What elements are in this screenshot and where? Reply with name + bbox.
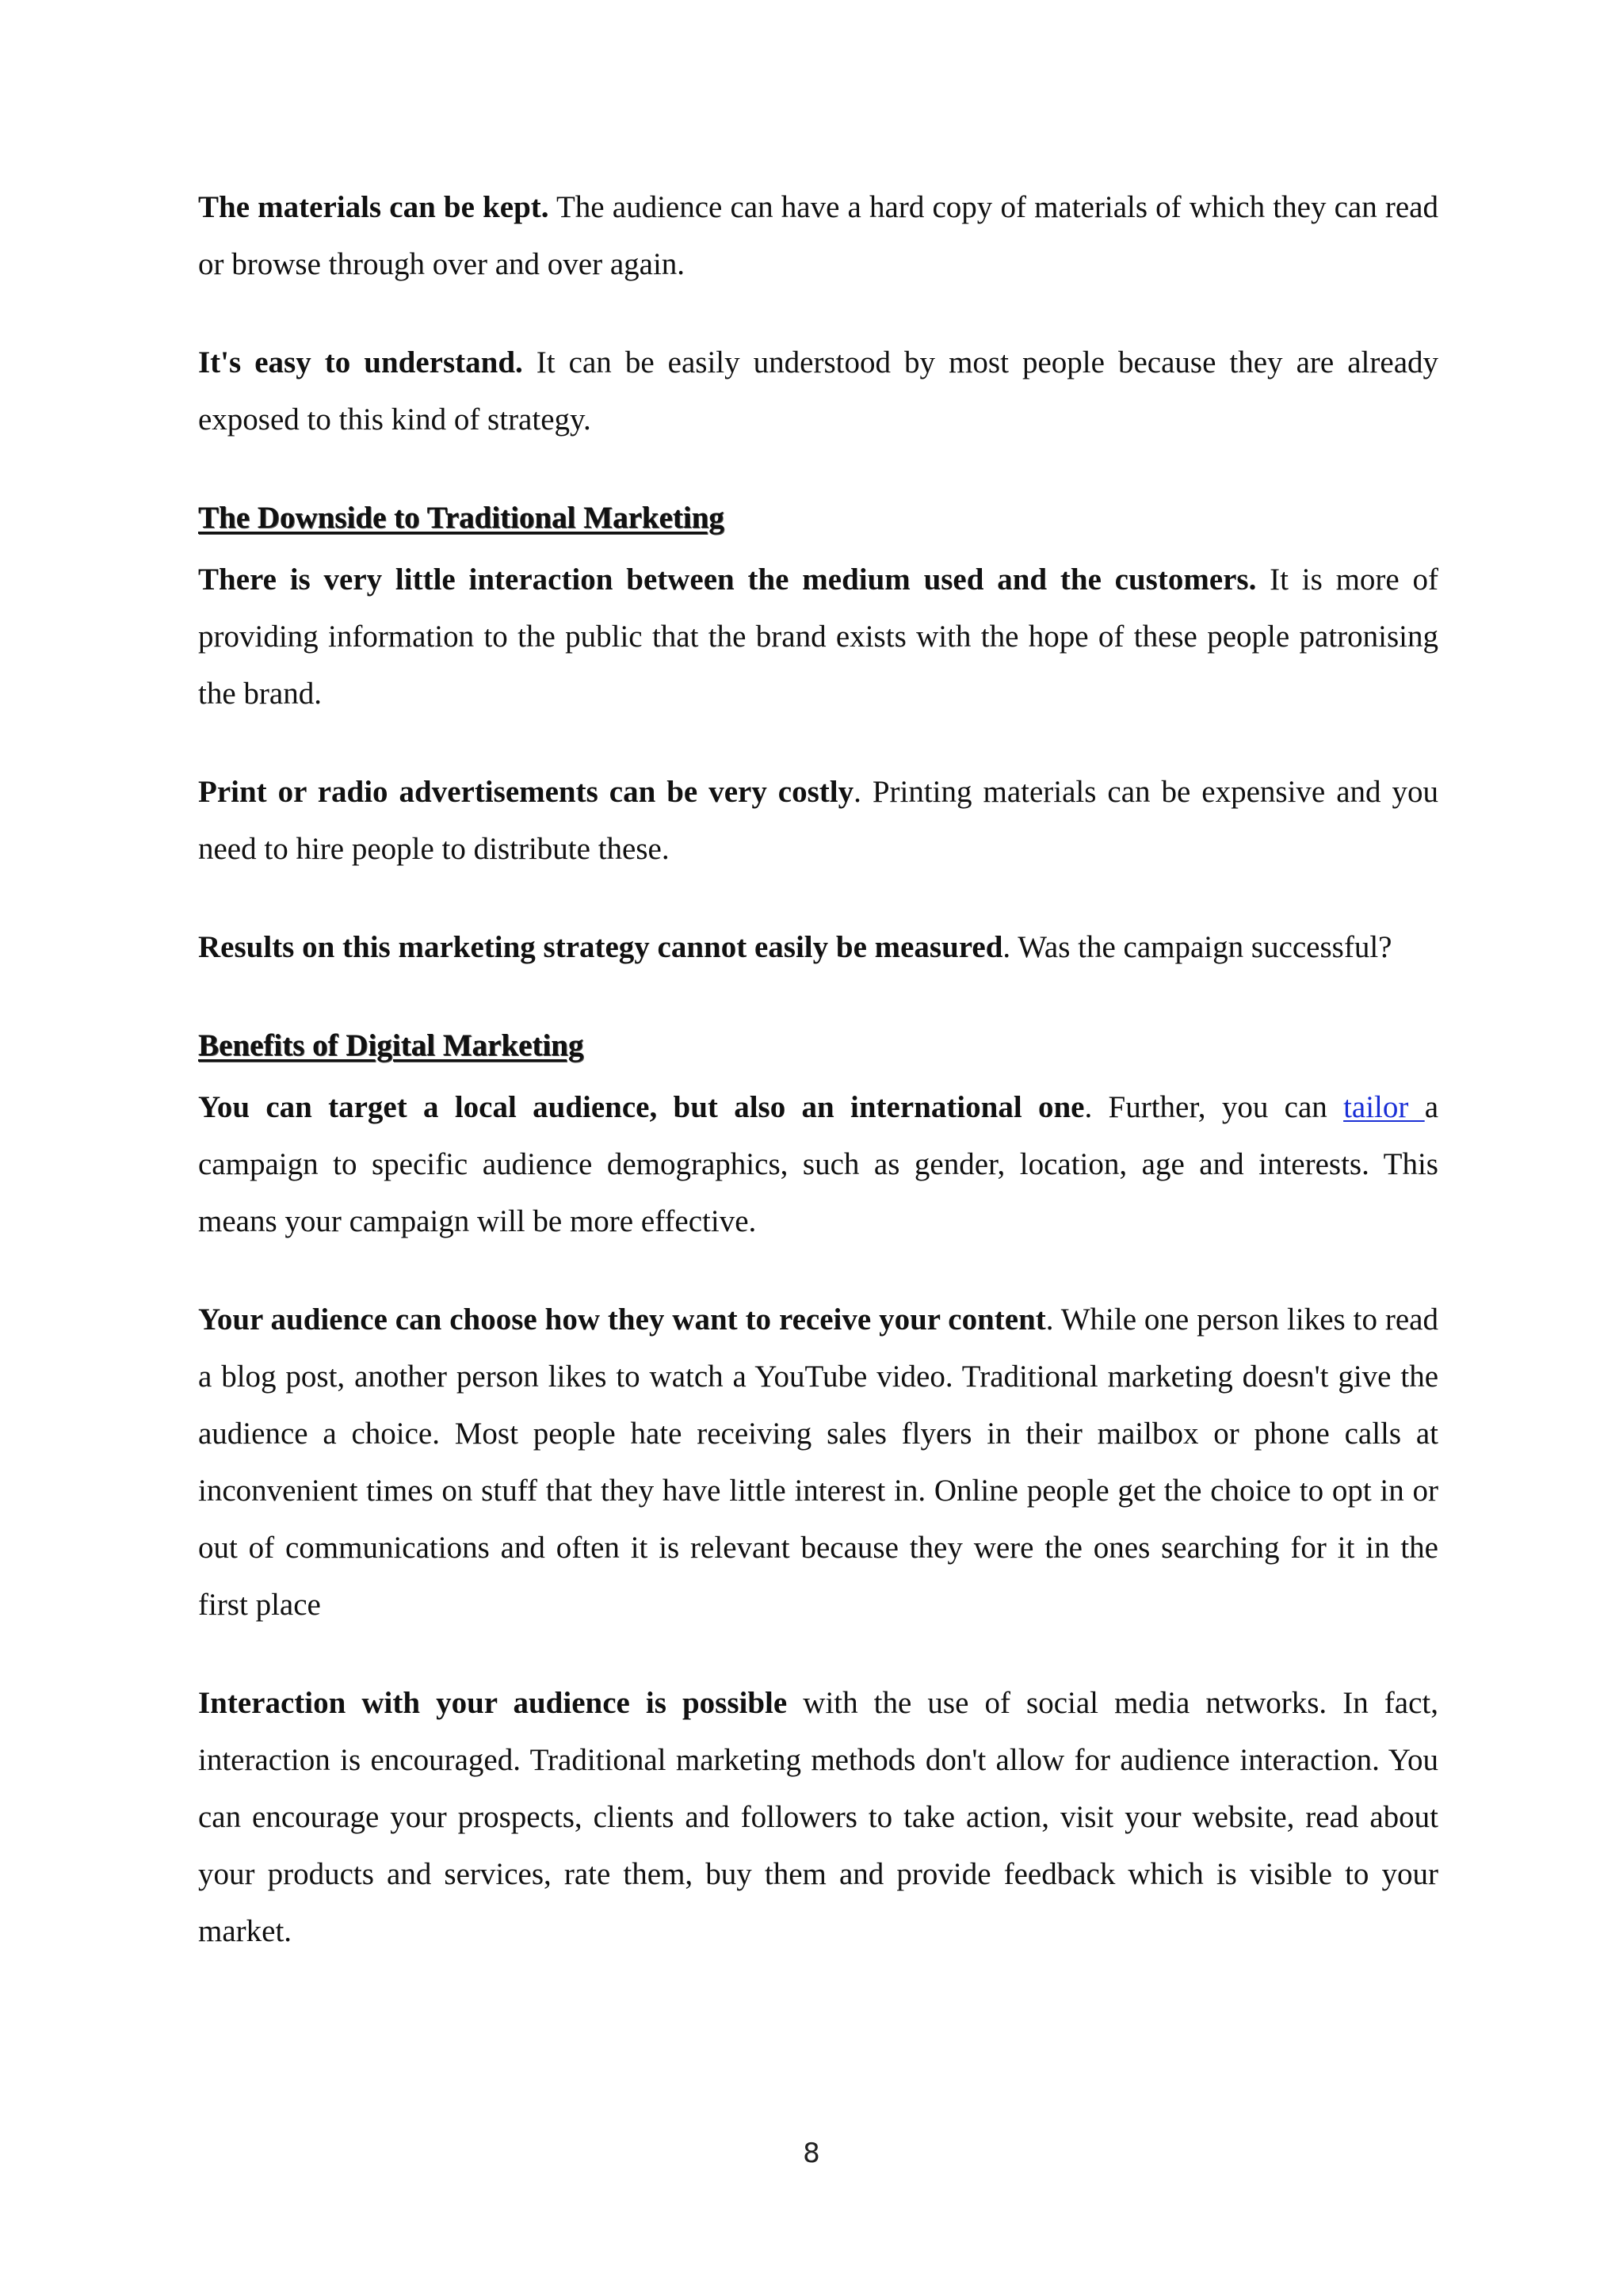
page-content [198, 179, 1438, 2001]
paragraph-lead: Your audience can choose how they want to receive your content [198, 1302, 1046, 1337]
paragraph-audience-choice [198, 1291, 1438, 1634]
paragraph-lead: You can target a local audience, but also an international one [198, 1090, 1085, 1124]
paragraph-text: . Was the campaign successful? [1002, 930, 1392, 964]
paragraph-materials-kept [198, 179, 1438, 293]
paragraph-costly [198, 764, 1438, 878]
paragraph-text: . Further, you can [1084, 1090, 1344, 1124]
paragraph-lead: The materials can be kept. [198, 190, 549, 224]
paragraph-lead: It's easy to understand. [198, 345, 523, 379]
paragraph-not-measured [198, 919, 1438, 976]
paragraph-target-audience [198, 1079, 1438, 1250]
tailor-link[interactable]: tailor [1343, 1090, 1425, 1124]
paragraph-text: It can be easily understood by most people because they are already exposed to this kind of strategy. [198, 345, 1438, 437]
paragraph-text: The audience can have a hard copy of materials of which they can read or browse through over and over again. [198, 190, 1438, 281]
paragraph-interaction-possible [198, 1675, 1438, 1960]
paragraph-text: . Printing materials can be expensive and you need to hire people to distribute these. [198, 775, 1438, 866]
paragraph-lead: Interaction with your audience is possible [198, 1686, 788, 1720]
paragraph-lead: Print or radio advertisements can be very costly [198, 775, 854, 809]
paragraph-lead: There is very little interaction between the medium used and the customers. [198, 563, 1257, 597]
page-number: 8 [803, 2138, 820, 2169]
paragraph-lead: Results on this marketing strategy cannot easily be measured [198, 930, 1003, 964]
paragraph-text: with the use of social media networks. In fact, interaction is encouraged. Traditional marketing methods don't allow for audience interaction. You can encourage your prospects, clients and followers to take action, visit your website, read about your products and services, rate them, buy them and provide feedback which is visible to your market. [198, 1686, 1438, 1948]
section-heading-downside: The Downside to Traditional Marketing [198, 501, 724, 535]
paragraph-text: a campaign to specific audience demographics, such as gender, location, age and interests. This means your campaign will be more effective. [198, 1090, 1438, 1238]
paragraph-little-interaction [198, 551, 1438, 723]
paragraph-text: It is more of providing information to the public that the brand exists with the hope of these people patronising the brand. [198, 563, 1438, 711]
section-heading-benefits: Benefits of Digital Marketing [198, 1028, 584, 1062]
paragraph-text: . While one person likes to read a blog post, another person likes to watch a YouTube video. Traditional marketing doesn't give the audience a choice. Most people hate receiving sales flyers in their mailbox or phone calls at inconvenient times on stuff that they have little interest in. Online people get the choice to opt in or out of communications and often it is relevant because they were the ones searching for it in the first place [198, 1302, 1438, 1622]
paragraph-easy-to-understand [198, 334, 1438, 448]
